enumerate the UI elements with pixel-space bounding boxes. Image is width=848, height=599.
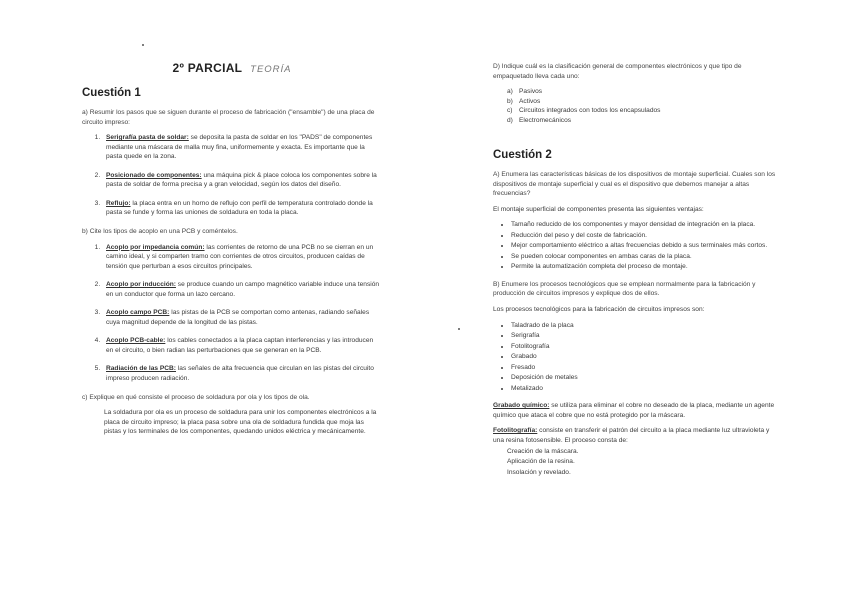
list-item: 3. Reflujo: la placa entra en un horno de reflujo con perfil de temperatura controlado donde la pasta se funde y forma las uniones de soldadura en toda la placa. <box>102 199 382 218</box>
list-item: 4. Acoplo PCB-cable: los cables conectados a la placa captan interferencias y las introducen en el circuito, o bien radian las perturbaciones que se generan en la PCB. <box>102 336 382 355</box>
page-title: 2º PARCIAL <box>172 61 243 75</box>
list-item: • Mejor comportamiento eléctrico a altas frecuencias debido a sus terminales más cortos. <box>511 241 781 251</box>
list-item: 3. Acoplo campo PCB: las pistas de la PCB se comportan como antenas, radiando señales cuya magnitud depende de la longitud de las pistas. <box>102 308 382 327</box>
list-item: 1. Serigrafía pasta de soldar: se deposita la pasta de soldar en los "PADS" de componentes mediante una máscara de malla muy fina, uniformemente y exacta. Es importante que la pasta quede en la zona. <box>102 133 382 162</box>
cuestion-2-heading: Cuestión 2 <box>493 149 552 162</box>
list-item: • Deposición de metales <box>511 373 781 383</box>
answer-1c: La soldadura por ola es un proceso de soldadura para unir los componentes electrónicos a la placa de circuito impreso; la placa pasa sobre una ola de soldadura fundida que moja las pistas y los terminales de los componentes, quedando unidos eléctrica y mecánicamente. <box>104 409 377 436</box>
list-item: 2. Posicionado de componentes: una máquina pick & place coloca los componentes sobre la pasta de soldar de forma precisa y a gran velocidad, según los datos del diseño. <box>102 171 382 190</box>
coupling-types-list <box>82 243 382 384</box>
pcb-processes-list <box>493 321 781 394</box>
list-item: • Permite la automatización completa del proceso de montaje. <box>511 262 781 272</box>
list-item: • Fotolitografía <box>511 342 781 352</box>
list-item: • Metalizado <box>511 384 781 394</box>
list-item: b) Activos <box>507 97 541 105</box>
list-item: • Fresado <box>511 363 781 373</box>
list-item: • Se pueden colocar componentes en ambas caras de la placa. <box>511 252 781 262</box>
handwritten-annotation: TEORÍA <box>250 64 292 75</box>
list-item: • Tamaño reducido de los componentes y mayor densidad de integración en la placa. <box>511 220 781 230</box>
scan-speck <box>142 44 144 46</box>
question-1d: D) Indique cuál es la clasificación general de componentes electrónicos y que tipo de empaquetado lleva cada uno: <box>493 63 742 80</box>
list-item: Aplicación de la resina. <box>507 458 575 466</box>
list-item: Insolación y revelado. <box>507 468 571 476</box>
cuestion-1-heading: Cuestión 1 <box>82 87 141 100</box>
left-column <box>82 60 382 443</box>
fabrication-steps-list <box>82 133 382 218</box>
question-1c: c) Explique en qué consiste el proceso de soldadura por ola y los tipos de ola. <box>82 393 310 401</box>
right-column <box>493 58 781 485</box>
list-item: • Grabado <box>511 352 781 362</box>
page-header <box>82 60 382 77</box>
list-item: 2. Acoplo por inducción: se produce cuando un campo magnético variable induce una tensión en un conductor que forma un lazo cercano. <box>102 280 382 299</box>
list-item: 1. Acoplo por impedancia común: las corrientes de retorno de una PCB no se cierran en un camino ideal, y si comparten tramo con corrientes de otros circuitos, producen caídas de tensión que perturban a esos circuitos principales. <box>102 243 382 272</box>
question-2b: B) Enumere los procesos tecnológicos que se emplean normalmente para la fabricación y producción de circuitos impresos y explique dos de ellos. <box>493 280 756 298</box>
process-explanation-1: Grabado químico: se utiliza para eliminar el cobre no deseado de la placa, mediante un agente químico que ataca el cobre que no está protegido por la máscara. <box>493 402 775 419</box>
list-item: d) Electromecánicos <box>507 116 572 124</box>
process-explanation-2: Fotolitografía: consiste en transferir el patrón del circuito a la placa mediante luz ultravioleta y una resina fotosensible. El proceso consta de: <box>493 427 770 444</box>
list-item: c) Circuitos integrados con todos los encapsulados <box>507 107 661 115</box>
photolithography-steps <box>493 447 781 478</box>
list-item: • Taladrado de la placa <box>511 321 781 331</box>
question-2a: A) Enumera las características básicas de los dispositivos de montaje superficial. Cuales son los dispositivos de montaje superficial y cual es el dispositivo que debemos manejar a altas frecuencias? <box>493 170 776 198</box>
scan-speck <box>458 328 460 330</box>
answer-2a-intro: El montaje superficial de componentes presenta las siguientes ventajas: <box>493 205 704 213</box>
component-classes-list <box>493 87 781 125</box>
smd-features-list <box>493 220 781 272</box>
list-item: • Serigrafía <box>511 331 781 341</box>
answer-2b-intro: Los procesos tecnológicos para la fabricación de circuitos impresos son: <box>493 305 705 313</box>
list-item: Creación de la máscara. <box>507 447 579 455</box>
question-1b: b) Cite los tipos de acoplo en una PCB y coméntelos. <box>82 227 238 235</box>
list-item: a) Pasivos <box>507 88 543 96</box>
question-1a: a) Resumir los pasos que se siguen durante el proceso de fabricación ("ensamble") de una placa de circuito impreso: <box>82 109 375 126</box>
list-item: 5. Radiación de las PCB: las señales de alta frecuencia que circulan en las pistas del circuito impreso producen radiación. <box>102 364 382 383</box>
list-item: • Reducción del peso y del coste de fabricación. <box>511 231 781 241</box>
